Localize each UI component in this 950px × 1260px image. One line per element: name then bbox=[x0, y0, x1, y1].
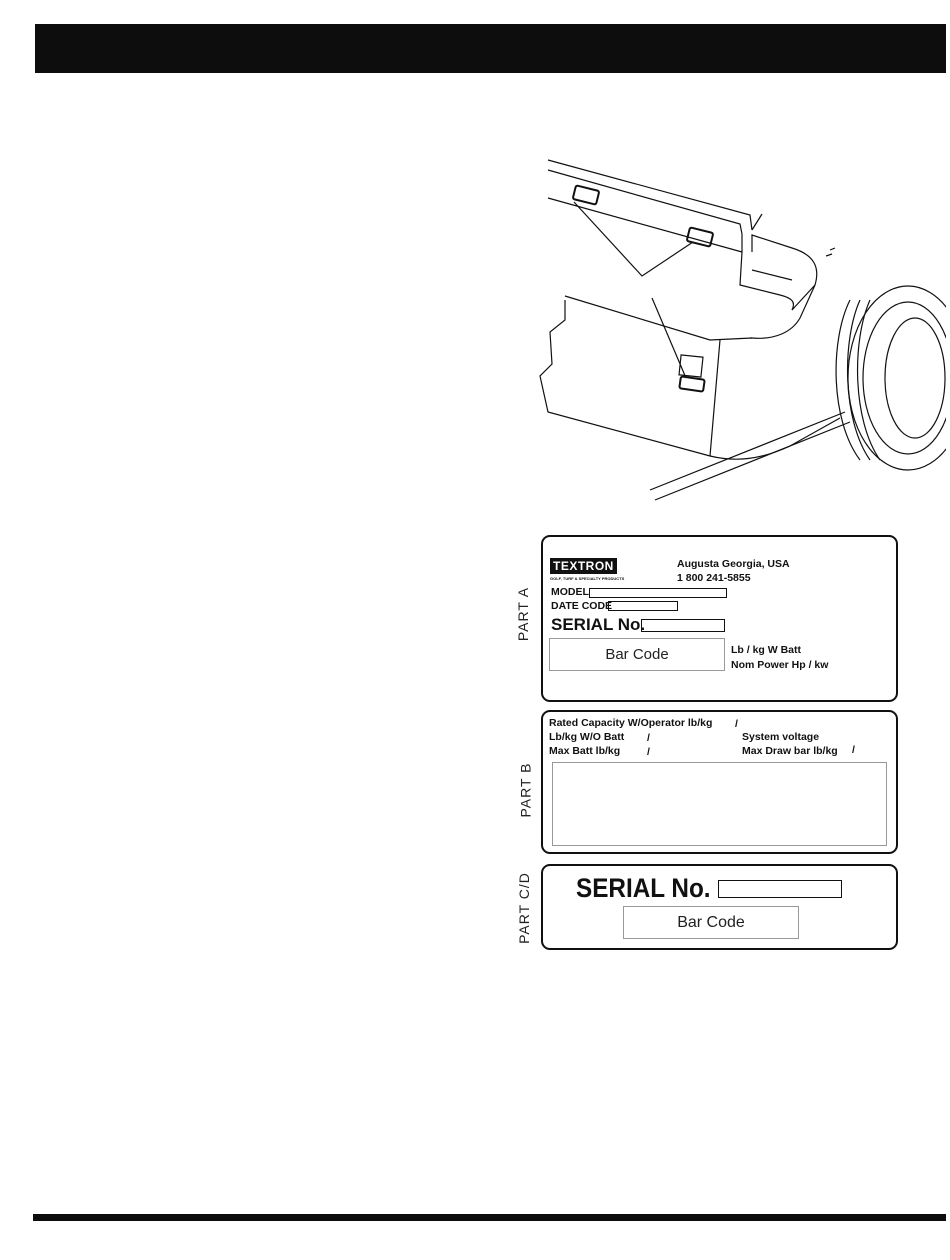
part-cd-label: PART C/D bbox=[515, 872, 532, 944]
barcode-box: Bar Code bbox=[549, 638, 725, 671]
part-a-panel bbox=[541, 535, 898, 702]
part-b-label: PART B bbox=[517, 762, 534, 818]
weight-label: Lb / kg W Batt bbox=[731, 644, 801, 656]
rated-capacity-label: Rated Capacity W/Operator lb/kg bbox=[549, 717, 713, 729]
footer-bar bbox=[33, 1214, 946, 1221]
address: Augusta Georgia, USA bbox=[677, 558, 790, 570]
model-field bbox=[589, 588, 727, 598]
model-label: MODEL bbox=[551, 586, 589, 598]
max-draw-label: Max Draw bar lb/kg bbox=[742, 745, 838, 757]
serial-label-large: SERIAL No. bbox=[576, 873, 711, 903]
power-label: Nom Power Hp / kw bbox=[731, 659, 829, 671]
barcode-box-large: Bar Code bbox=[623, 906, 799, 939]
max-batt-slash: / bbox=[647, 746, 650, 758]
part-b-blank-area bbox=[552, 762, 887, 846]
system-voltage-label: System voltage bbox=[742, 731, 820, 743]
serial-label: SERIAL No. bbox=[551, 615, 646, 634]
part-b-panel bbox=[541, 710, 898, 854]
wo-batt-slash: / bbox=[647, 732, 650, 744]
header-bar bbox=[35, 24, 946, 73]
date-code-label: DATE CODE bbox=[551, 600, 613, 612]
vehicle-label-location-illustration bbox=[530, 150, 946, 510]
serial-field-large bbox=[718, 880, 842, 898]
part-a-label: PART A bbox=[515, 586, 532, 642]
phone: 1 800 241-5855 bbox=[677, 572, 751, 584]
max-draw-slash: / bbox=[852, 744, 855, 756]
rated-capacity-slash: / bbox=[735, 718, 738, 730]
serial-field bbox=[641, 619, 725, 632]
wo-batt-label: Lb/kg W/O Batt bbox=[549, 731, 625, 743]
textron-logo: TEXTRON GOLF, TURF & SPECIALTY PRODUCTS bbox=[550, 559, 625, 581]
part-cd-panel bbox=[541, 864, 898, 950]
max-batt-label: Max Batt lb/kg bbox=[549, 745, 621, 757]
date-code-field bbox=[608, 601, 678, 611]
